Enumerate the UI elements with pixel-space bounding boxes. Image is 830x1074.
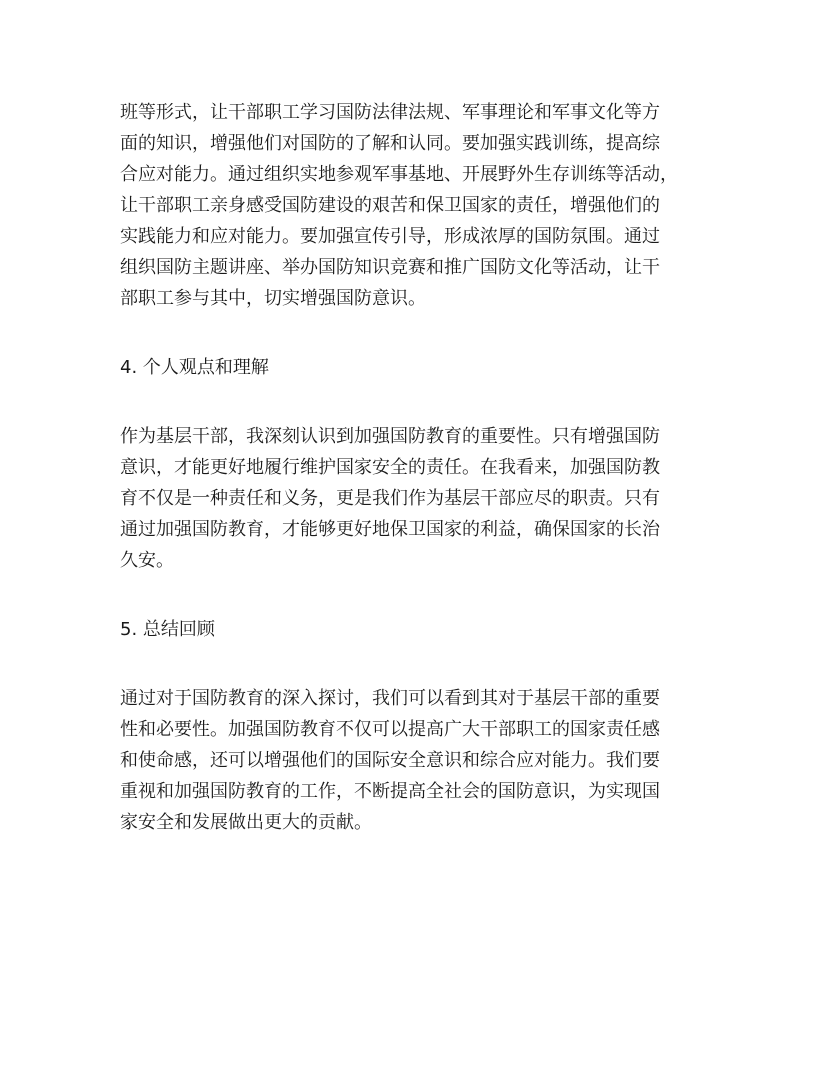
paragraph-training-methods [120,97,710,314]
section-heading-5: 5. 总结回顾 [120,619,215,640]
text-line: 重视和加强国防教育的工作，不断提高全社会的国防意识，为实现国 [120,781,660,802]
text-line: 班等形式，让干部职工学习国防法律法规、军事理论和军事文化等方 [120,102,660,123]
text-line: 意识，才能更好地履行维护国家安全的责任。在我看来，加强国防教 [120,457,660,478]
text-line: 合应对能力。通过组织实地参观军事基地、开展野外生存训练等活动， [120,164,678,185]
text-line: 组织国防主题讲座、举办国防知识竞赛和推广国防文化等活动，让干 [120,257,660,278]
text-line: 通过对于国防教育的深入探讨，我们可以看到其对于基层干部的重要 [120,688,660,709]
text-line: 部职工参与其中，切实增强国防意识。 [120,288,426,309]
text-line: 和使命感，还可以增强他们的国际安全意识和综合应对能力。我们要 [120,750,660,771]
text-line: 实践能力和应对能力。要加强宣传引导，形成浓厚的国防氛围。通过 [120,226,660,247]
paragraph-summary [120,683,710,838]
text-line: 让干部职工亲身感受国防建设的艰苦和保卫国家的责任，增强他们的 [120,195,660,216]
section-heading-4: 4. 个人观点和理解 [120,357,269,378]
document-page [120,97,710,838]
text-line: 性和必要性。加强国防教育不仅可以提高广大干部职工的国家责任感 [120,719,660,740]
text-line: 通过加强国防教育，才能够更好地保卫国家的利益，确保国家的长治 [120,519,660,540]
paragraph-personal-view [120,421,710,576]
text-line: 久安。 [120,550,174,571]
text-line: 作为基层干部，我深刻认识到加强国防教育的重要性。只有增强国防 [120,426,660,447]
text-line: 面的知识，增强他们对国防的了解和认同。要加强实践训练，提高综 [120,133,660,154]
text-line: 家安全和发展做出更大的贡献。 [120,812,372,833]
text-line: 育不仅是一种责任和义务，更是我们作为基层干部应尽的职责。只有 [120,488,660,509]
